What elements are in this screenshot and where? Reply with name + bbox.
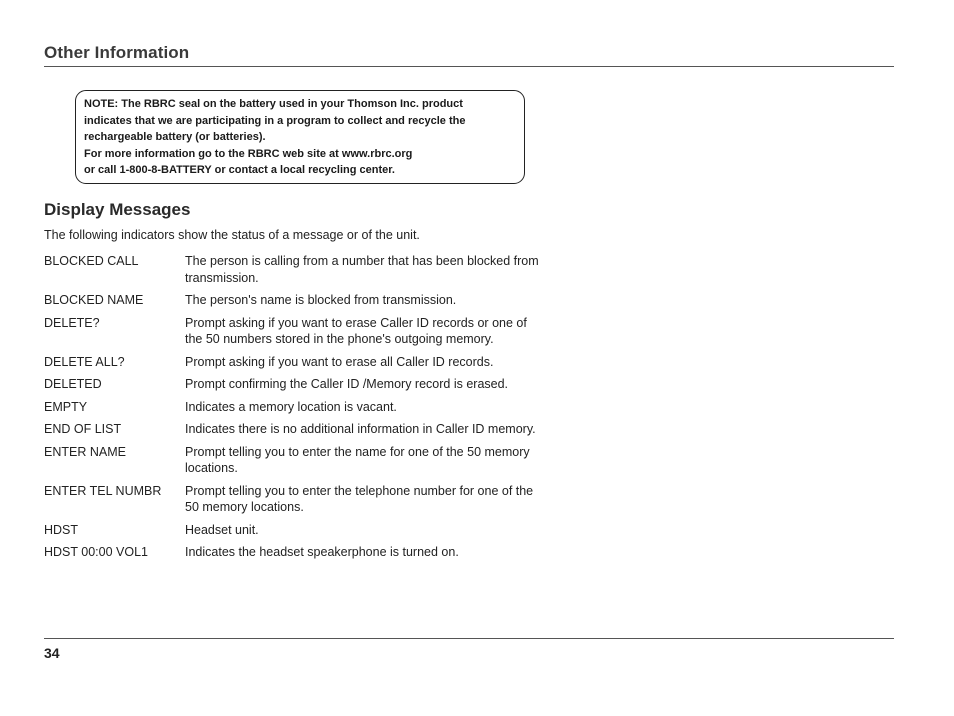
- message-term: DELETE?: [44, 315, 100, 330]
- header-divider: [44, 66, 894, 67]
- message-term: HDST 00:00 VOL1: [44, 545, 148, 559]
- message-description: Indicates the headset speakerphone is turned on.: [185, 545, 459, 559]
- message-description: The person's name is blocked from transmission.: [185, 293, 457, 307]
- message-description: Prompt asking if you want to erase Caller ID records or one of the 50 numbers stored in the phone's outgoing memory.: [185, 315, 527, 346]
- message-term: END OF LIST: [44, 422, 122, 436]
- message-description: Indicates there is no additional information in Caller ID memory.: [185, 422, 536, 436]
- note-line: or call 1-800-8-BATTERY or contact a local recycling center.: [84, 164, 395, 176]
- message-description: The person is calling from a number that has been blocked from transmission.: [185, 254, 539, 285]
- message-row: [44, 522, 554, 539]
- message-row: [44, 292, 554, 309]
- message-term: DELETE ALL?: [44, 354, 125, 369]
- message-term: ENTER NAME: [44, 444, 126, 459]
- display-messages-intro: The following indicators show the status of a message or of the unit.: [44, 228, 420, 242]
- message-row: [44, 421, 554, 438]
- message-row: [44, 399, 554, 416]
- message-description: Prompt confirming the Caller ID /Memory record is erased.: [185, 377, 509, 391]
- page-number: 34: [44, 645, 60, 661]
- display-messages-list: [44, 253, 554, 561]
- note-line: NOTE: The RBRC seal on the battery used in your Thomson Inc. product: [84, 98, 463, 110]
- message-row: [44, 444, 554, 477]
- message-term: EMPTY: [44, 399, 88, 414]
- message-description: Prompt asking if you want to erase all Caller ID records.: [185, 354, 494, 369]
- message-description: Prompt telling you to enter the name for one of the 50 memory locations.: [185, 444, 530, 475]
- note-line: indicates that we are participating in a program to collect and recycle the: [84, 114, 466, 127]
- message-row: [44, 544, 554, 561]
- message-description: Headset unit.: [185, 522, 259, 537]
- section-title: Other Information: [44, 43, 190, 62]
- message-term: ENTER TEL NUMBR: [44, 483, 162, 498]
- rbrc-note-box: [75, 90, 525, 184]
- message-row: [44, 253, 554, 286]
- message-row: [44, 354, 554, 371]
- note-line: For more information go to the RBRC web site at www.rbrc.org: [84, 147, 413, 160]
- message-term: DELETED: [44, 377, 102, 391]
- message-row: [44, 315, 554, 348]
- note-line: rechargeable battery (or batteries).: [84, 131, 266, 143]
- footer-divider: [44, 638, 894, 639]
- message-term: BLOCKED CALL: [44, 254, 139, 268]
- message-row: [44, 376, 554, 393]
- message-term: BLOCKED NAME: [44, 293, 144, 307]
- message-row: [44, 483, 554, 516]
- message-description: Indicates a memory location is vacant.: [185, 399, 397, 414]
- message-term: HDST: [44, 522, 79, 537]
- message-description: Prompt telling you to enter the telephone number for one of the 50 memory locations.: [185, 483, 534, 514]
- display-messages-heading: Display Messages: [44, 200, 191, 219]
